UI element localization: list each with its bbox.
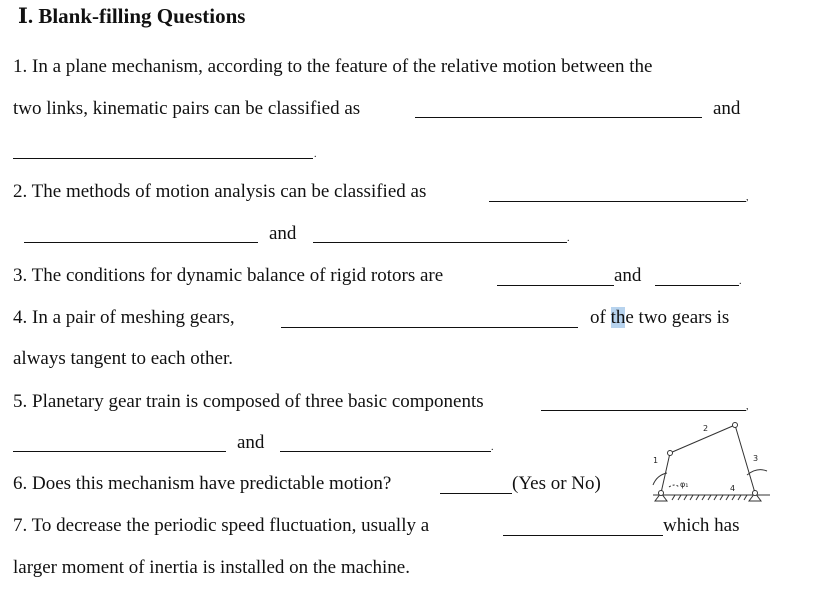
q5-period: . xyxy=(491,442,494,453)
question-6-text: 6. Does this mechanism have predictable motion? xyxy=(13,473,392,494)
angle-arc xyxy=(669,485,679,487)
q1-answer-blank-1[interactable] xyxy=(415,117,702,118)
q2-period: . xyxy=(567,233,570,244)
question-7-line-1: 7. To decrease the periodic speed fluctuation, usually a xyxy=(13,515,430,536)
q4-continuation: of the two gears is xyxy=(590,307,730,328)
label-1: 1 xyxy=(653,456,659,465)
joint-c xyxy=(733,423,738,428)
q3-and: and xyxy=(614,265,642,286)
section-heading: Ⅰ. Blank-filling Questions xyxy=(18,4,246,28)
label-4: 4 xyxy=(730,484,736,493)
joint-d xyxy=(753,491,758,496)
q5-answer-blank-2[interactable] xyxy=(13,451,226,452)
q4-answer-blank[interactable] xyxy=(281,327,578,328)
q2-comma: , xyxy=(746,192,749,203)
q3-answer-blank-2[interactable] xyxy=(655,285,739,286)
q5-answer-blank-3[interactable] xyxy=(280,451,491,452)
q3-period: . xyxy=(739,276,742,287)
linkage-mechanism-figure xyxy=(645,415,785,507)
q2-answer-blank-3[interactable] xyxy=(313,242,567,243)
label-phi: φ₁ xyxy=(680,480,689,489)
q2-answer-blank-1[interactable] xyxy=(489,201,746,202)
question-7-line-2: larger moment of inertia is installed on the machine. xyxy=(13,557,410,578)
text-selection-highlight: th xyxy=(610,307,626,328)
question-2-line-1: 2. The methods of motion analysis can be classified as xyxy=(13,181,427,202)
q7-answer-blank[interactable] xyxy=(503,535,663,536)
question-1-line-1: 1. In a plane mechanism, according to the feature of the relative motion between the xyxy=(13,56,653,77)
q1-and: and xyxy=(713,98,741,119)
q7-tail: which has xyxy=(663,515,740,536)
q6-hint: (Yes or No) xyxy=(512,473,601,494)
q3-answer-blank-1[interactable] xyxy=(497,285,614,286)
q6-answer-blank[interactable] xyxy=(440,493,512,494)
q1-answer-blank-2[interactable] xyxy=(13,158,313,159)
question-4-line-2: always tangent to each other. xyxy=(13,348,234,369)
q5-answer-blank-1[interactable] xyxy=(541,410,746,411)
q5-and: and xyxy=(237,432,265,453)
joint-b xyxy=(668,451,673,456)
link-3-rocker xyxy=(735,425,755,493)
rocker-swing-arc xyxy=(747,470,767,475)
q2-answer-blank-2[interactable] xyxy=(24,242,258,243)
question-4-text: 4. In a pair of meshing gears, xyxy=(13,307,235,328)
question-3-text: 3. The conditions for dynamic balance of rigid rotors are xyxy=(13,265,444,286)
q5-comma: , xyxy=(746,401,749,412)
q1-period: . xyxy=(314,149,317,160)
ground-hatching xyxy=(672,495,747,500)
q2-and: and xyxy=(269,223,297,244)
question-5-line-1: 5. Planetary gear train is composed of three basic components xyxy=(13,391,484,412)
label-2: 2 xyxy=(703,424,709,433)
joint-a xyxy=(659,491,664,496)
label-3: 3 xyxy=(753,454,759,463)
question-1-line-2: two links, kinematic pairs can be classified as xyxy=(13,98,361,119)
